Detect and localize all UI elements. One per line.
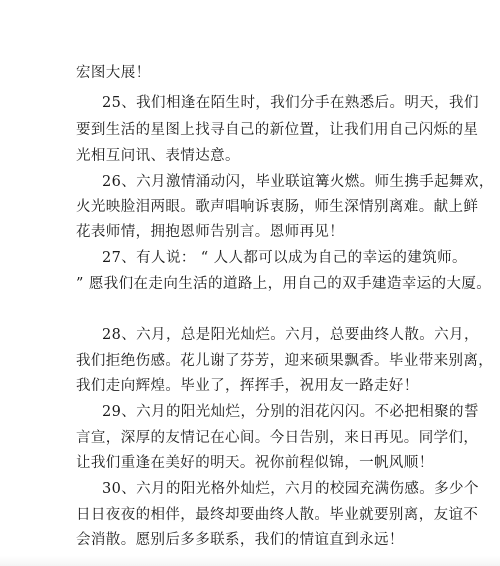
paragraph-30-line-2: 日日夜夜的相伴，最终却要曲终人散。毕业就要别离，友谊不 (76, 507, 479, 523)
paragraph-29-line-1: 29、六月的阳光灿烂，分别的泪花闪闪。不必把相聚的誓 (102, 404, 479, 420)
paragraph-26-line-3: 花表师情，拥抱恩师告别言。恩师再见！ (76, 224, 345, 240)
paragraph-29-line-3: 让我们重逢在美好的明天。祝你前程似锦，一帆风顺！ (76, 455, 434, 471)
paragraph-28-line-2: 我们拒绝伤感。花儿谢了芬芳，迎来硕果飘香。毕业带来别离， (76, 353, 494, 369)
paragraph-27-line-2: ” 愿我们在走向生活的道路上，用自己的双手建造幸运的大厦。 (76, 276, 492, 292)
paragraph-26-line-2: 火光映脸泪两眼。歌声唱响诉衷肠，师生深情别离难。献上鲜 (76, 199, 479, 215)
text-line: 宏图大展！ (76, 65, 151, 81)
paragraph-28-line-3: 我们走向辉煌。毕业了，挥挥手，祝用友一路走好！ (76, 378, 419, 394)
paragraph-28-line-1: 28、六月，总是阳光灿烂。六月，总要曲终人散。六月， (102, 327, 479, 343)
page-bottom-edge (0, 556, 500, 566)
paragraph-25-line-1: 25、我们相逢在陌生时，我们分手在熟悉后。明天，我们 (102, 95, 479, 111)
paragraph-25-line-3: 光相互问讯、表情达意。 (76, 148, 240, 164)
paragraph-25-line-2: 要到生活的星图上找寻自己的新位置，让我们用自己闪烁的星 (76, 122, 479, 138)
paragraph-26-line-1: 26、六月激情涌动闪，毕业联谊篝火燃。师生携手起舞欢， (102, 174, 494, 190)
paragraph-30-line-3: 会消散。愿别后多多联系，我们的情谊直到永远！ (76, 532, 404, 548)
paragraph-29-line-2: 言宣，深厚的友情记在心间。今日告别，来日再见。同学们， (76, 430, 479, 446)
paragraph-27-line-1: 27、有人说： “ 人人都可以成为自己的幸运的建筑师。 (102, 250, 467, 266)
paragraph-30-line-1: 30、六月的阳光格外灿烂，六月的校园充满伤感。多少个 (102, 481, 479, 497)
